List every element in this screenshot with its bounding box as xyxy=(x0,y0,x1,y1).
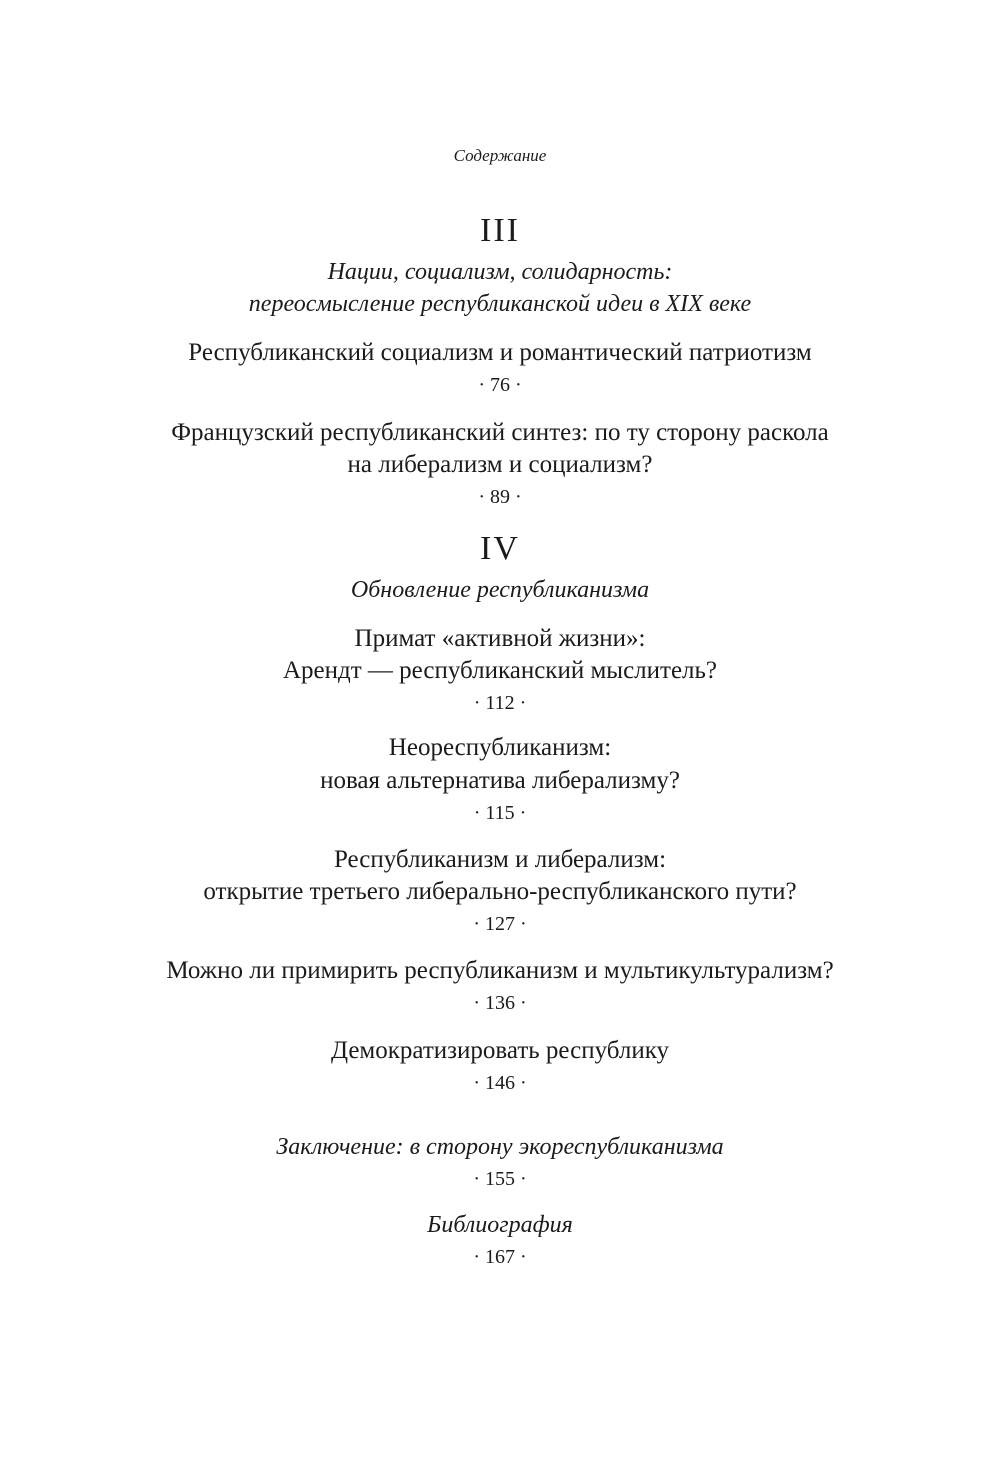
toc-page-number: · 155 · xyxy=(473,1168,527,1190)
part-title-line: Нации, социализм, солидарность: xyxy=(327,259,673,285)
toc-page-number: · 112 · xyxy=(473,692,527,714)
toc-entry-title[interactable]: Заключение: в сторону экореспубликанизма xyxy=(276,1134,724,1160)
toc-page-number: · 127 · xyxy=(473,913,527,935)
part-number: III xyxy=(480,212,520,249)
part-number: IV xyxy=(480,530,520,567)
toc-entry-title[interactable]: Можно ли примирить республиканизм и мультикультурализм? xyxy=(166,957,834,984)
toc-entry-title[interactable]: Неореспубликанизм: xyxy=(388,734,612,761)
part-title-line: Обновление республиканизма xyxy=(350,577,650,603)
toc-page-number: · 115 · xyxy=(473,802,527,824)
toc-page-number: · 89 · xyxy=(478,486,522,508)
part-title-line: переосмысление республиканской идеи в XIX веке xyxy=(248,291,752,317)
running-head: Содержание xyxy=(453,146,547,165)
toc-entry-title[interactable]: Библиография xyxy=(427,1212,573,1238)
toc-entry-title[interactable]: новая альтернатива либерализму? xyxy=(320,767,680,794)
toc-entry-title[interactable]: Французский республиканский синтез: по ту сторону раскола xyxy=(171,419,829,446)
toc-entry-title[interactable]: открытие третьего либерально-республиканского пути? xyxy=(203,878,797,905)
toc-entry-title[interactable]: Демократизировать республику xyxy=(330,1037,670,1064)
toc-entry-title[interactable]: Арендт — республиканский мыслитель? xyxy=(282,657,718,684)
toc-page-number: · 76 · xyxy=(478,374,522,396)
toc-page-number: · 136 · xyxy=(473,992,527,1014)
toc-entry-title[interactable]: на либерализм и социализм? xyxy=(347,451,653,478)
toc-page-number: · 167 · xyxy=(473,1246,527,1268)
toc-entry-title[interactable]: Республиканизм и либерализм: xyxy=(333,846,667,873)
toc-entry-title[interactable]: Республиканский социализм и романтический патриотизм xyxy=(188,339,812,366)
toc-entry-title[interactable]: Примат «активной жизни»: xyxy=(354,625,646,652)
toc-page-number: · 146 · xyxy=(473,1072,527,1094)
